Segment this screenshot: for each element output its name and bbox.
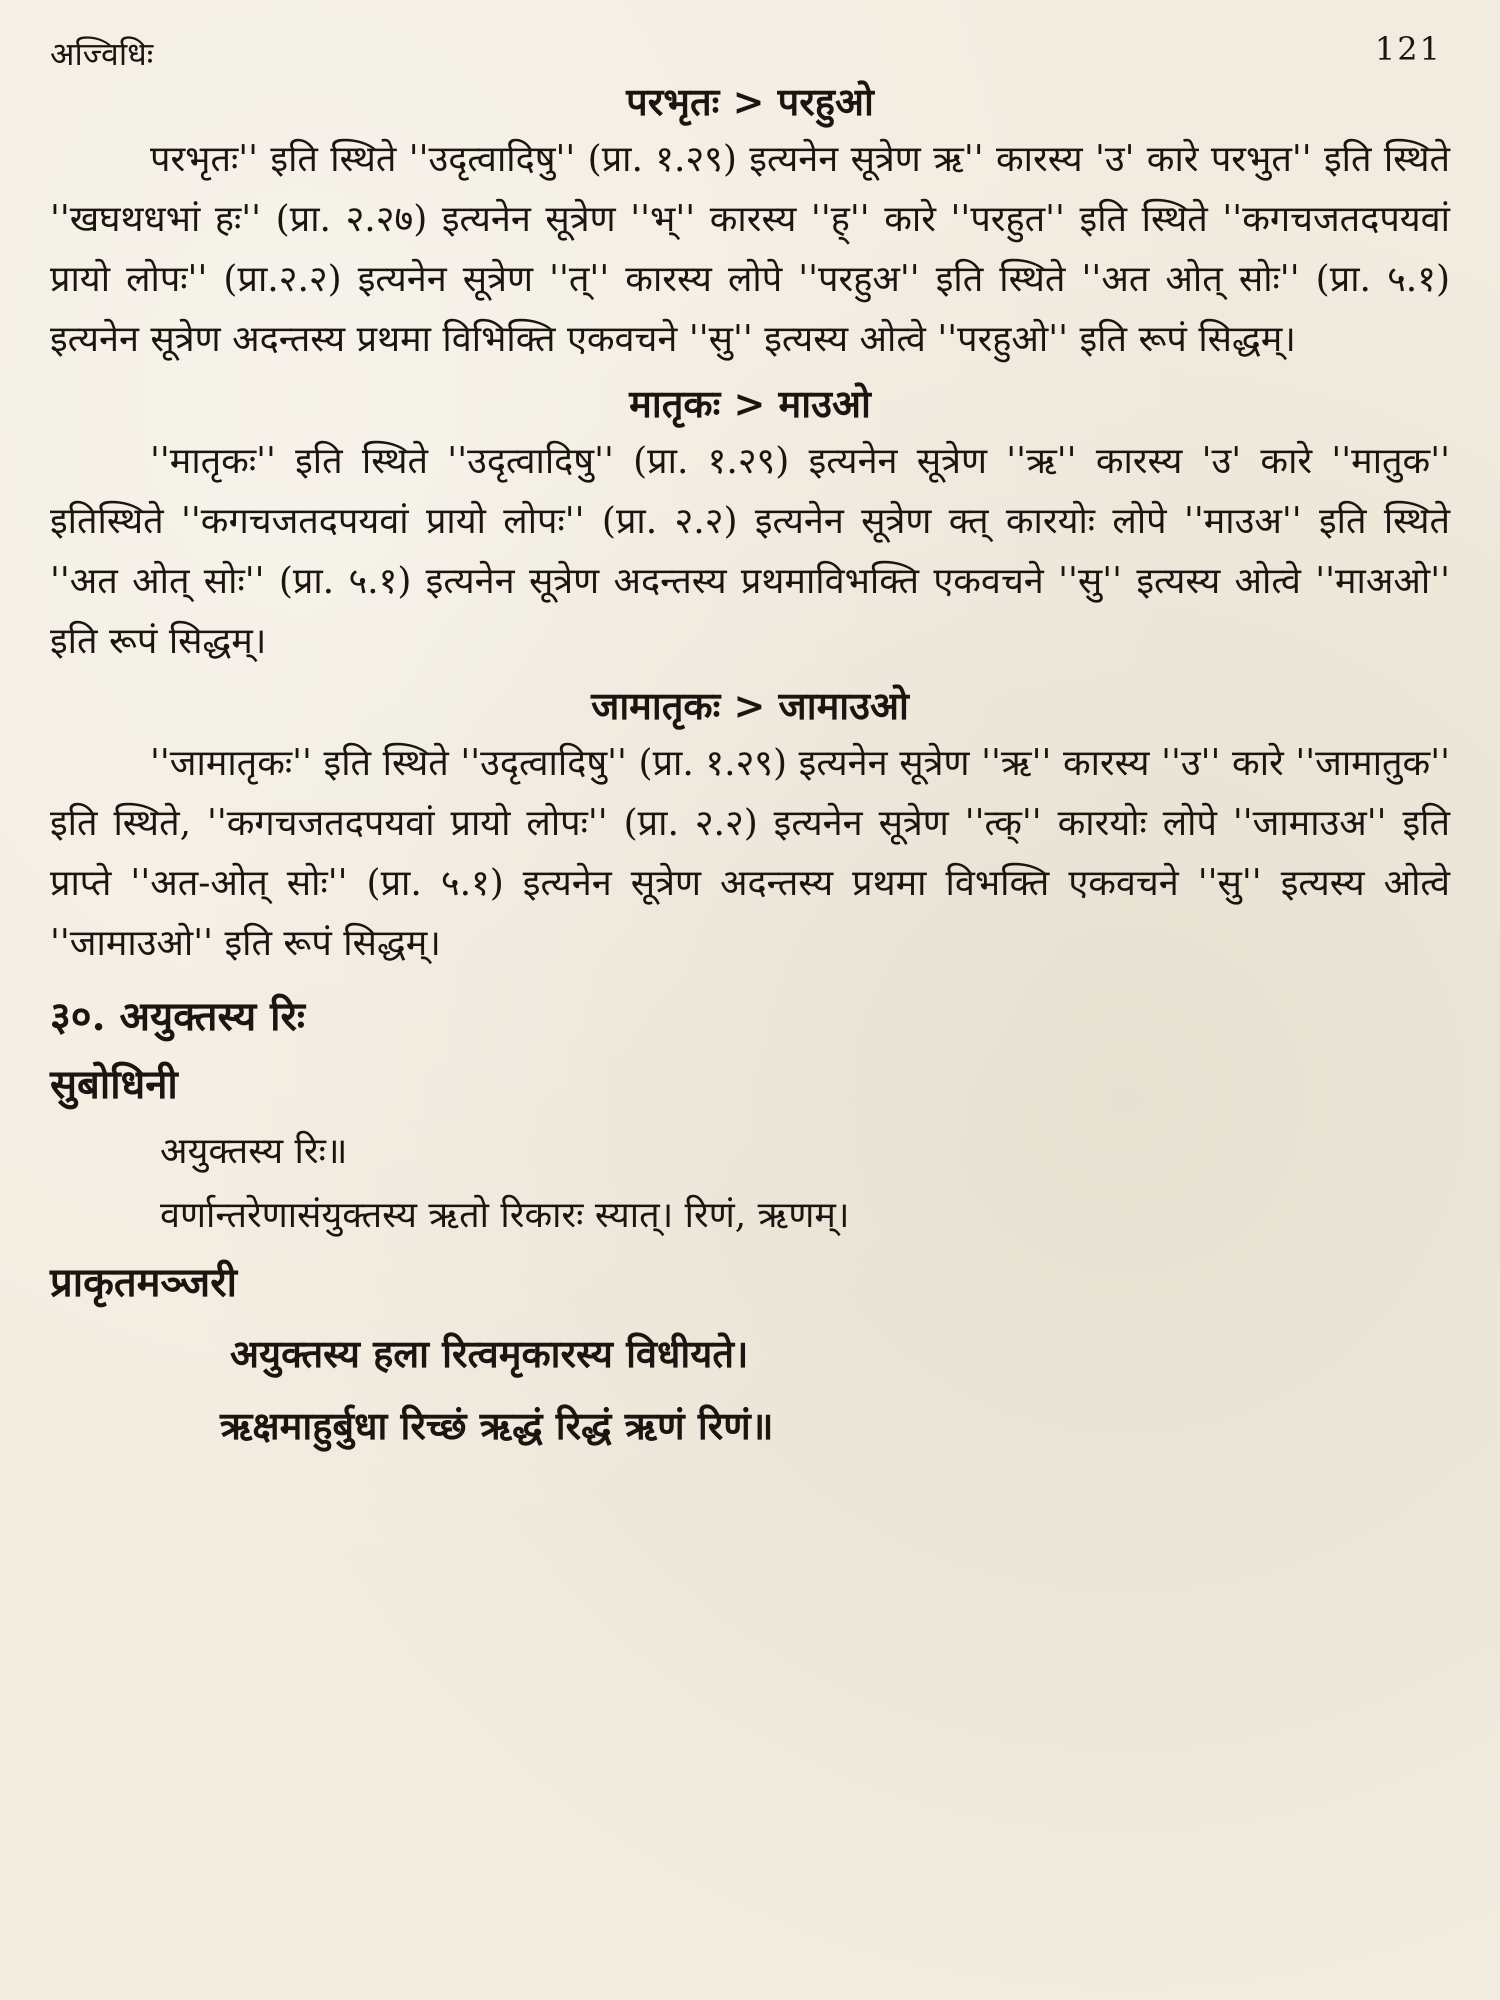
subodhini-sutra-line: अयुक्तस्य रिः॥ <box>160 1131 348 1172</box>
subodhini-gloss-line: वर्णान्तरेणासंयुक्तस्य ऋतो रिकारः स्यात्। रिणं, ऋणम्। <box>160 1195 850 1236</box>
page-number: 121 <box>1374 30 1442 68</box>
running-head <box>50 22 1450 74</box>
section-heading: मातृकः > माउओ <box>629 381 871 426</box>
verse-line-1: अयुक्तस्य हला रित्वमृकारस्य विधीयते। <box>230 1331 749 1376</box>
sutra-heading: ३०. अयुक्तस्य रिः <box>50 993 305 1040</box>
section-parabhrita <box>50 74 1450 370</box>
running-title: अज्विधिः <box>50 35 154 73</box>
section-paragraph: ''मातृकः'' इति स्थिते ''उदृत्वादिषु'' (प्रा. १.२९) इत्यनेन सूत्रेण ''ऋ'' कारस्य 'उ' कारे ''मातुक'' इतिस्थिते ''कगचजतदपयवां प्रायो लोपः'' (प्रा. २.२) इत्यनेन सूत्रेण क्त् कारयोः लोपे ''माउअ'' इति स्थिते ''अत ओत् सोः'' (प्रा. ५.१) इत्यनेन सूत्रेण अदन्तस्य प्रथमाविभक्ति एकवचने ''सु'' इत्यस्य ओत्वे ''माअओ'' इति रूपं सिद्धम्। <box>50 441 1450 662</box>
subodhini-label: सुबोधिनी <box>50 1061 178 1108</box>
section-paragraph: परभृतः'' इति स्थिते ''उदृत्वादिषु'' (प्रा. १.२९) इत्यनेन सूत्रेण ऋ'' कारस्य 'उ' कारे परभुत'' इति स्थिते ''खघथधभां हः'' (प्रा. २.२७) इत्यनेन सूत्रेण ''भ्'' कारस्य ''ह्'' कारे ''परहुत'' इति स्थिते ''कगचजतदपयवां प्रायो लोपः'' (प्रा.२.२) इत्यनेन सूत्रेण ''त्'' कारस्य लोपे ''परहुअ'' इति स्थिते ''अत ओत् सोः'' (प्रा. ५.१) इत्यनेन सूत्रेण अदन्तस्य प्रथमा विभिक्ति एकवचने ''सु'' इत्यस्य ओत्वे ''परहुओ'' इति रूपं सिद्धम्। <box>50 139 1450 360</box>
section-matrika <box>50 376 1450 672</box>
verse-line-2: ऋक्षमाहुर्बुधा रिच्छं ऋद्धं रिद्धं ऋणं रिणं॥ <box>220 1403 774 1448</box>
section-paragraph: ''जामातृकः'' इति स्थिते ''उदृत्वादिषु'' (प्रा. १.२९) इत्यनेन सूत्रेण ''ऋ'' कारस्य ''उ'' कारे ''जामातुक'' इति स्थिते, ''कगचजतदपयवां प्रायो लोपः'' (प्रा. २.२) इत्यनेन सूत्रेण ''त्क्'' कारयोः लोपे ''जामाउअ'' इति प्राप्ते ''अत-ओत् सोः'' (प्रा. ५.१) इत्यनेन सूत्रेण अदन्तस्य प्रथमा विभक्ति एकवचने ''सु'' इत्यस्य ओत्वे ''जामाउओ'' इति रूपं सिद्धम्। <box>50 743 1450 964</box>
section-heading: जामातृकः > जामाउओ <box>591 683 909 728</box>
prakritamanjari-label: प्राकृतमञ्जरी <box>50 1259 237 1306</box>
section-heading: परभृतः > परहुओ <box>626 79 874 124</box>
section-jamatrika <box>50 678 1450 974</box>
